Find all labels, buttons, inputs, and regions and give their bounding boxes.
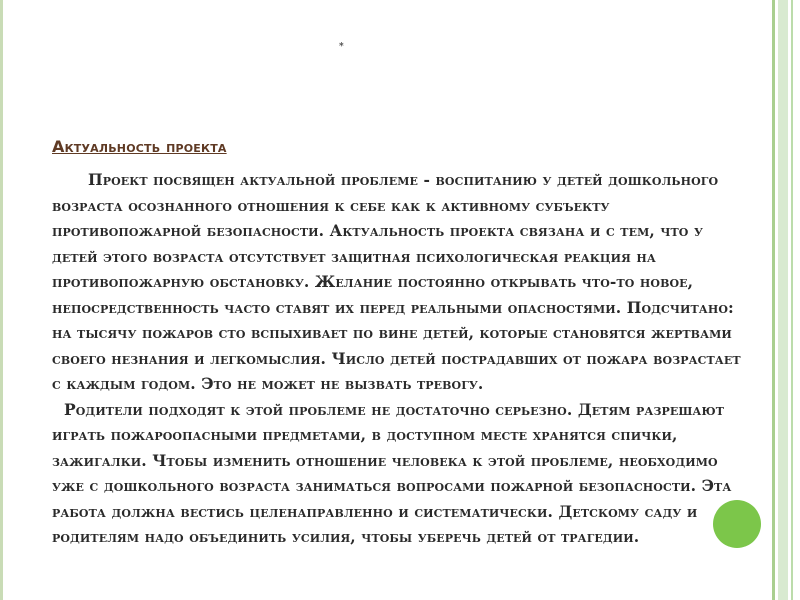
bullet-mark: * — [339, 42, 344, 52]
left-border-line — [0, 0, 3, 600]
slide-title: Актуальность проекта — [52, 137, 227, 156]
decorative-stripe — [791, 0, 793, 600]
paragraph-2: Родители подходят к этой проблеме не достаточно серьезно. Детям разрешают играть пожароопасными предметами, в доступном месте хранятся спички, зажигалки. Чтобы изменить отношение человека к этой проблеме, необходимо уже с дошкольного возраста заниматься вопросами пожарной безопасности. Эта работа должна вестись целенаправленно и систематически. Детскому саду и родителям надо объединить усилия, чтобы уберечь детей от трагедии. — [52, 399, 732, 546]
slide-body — [52, 167, 744, 550]
paragraph-1: Проект посвящен актуальной проблеме - воспитанию у детей дошкольного возраста осознанного отношения к себе как к активному субъекту противопожарной безопасности. Актуальность проекта связана и с тем, что у детей этого возраста отсутствует защитная психологическая реакция на противопожарную обстановку. Желание постоянно открывать что-то новое, непосредственность часто ставят их перед реальными опасностями. Подсчитано: на тысячу пожаров сто вспыхивает по вине детей, которые становятся жертвами своего незнания и легкомыслия. Число детей пострадавших от пожара возрастает с каждым годом. Это не может не вызвать тревогу. — [52, 170, 741, 393]
decorative-stripe — [772, 0, 775, 600]
decorative-stripe — [778, 0, 788, 600]
